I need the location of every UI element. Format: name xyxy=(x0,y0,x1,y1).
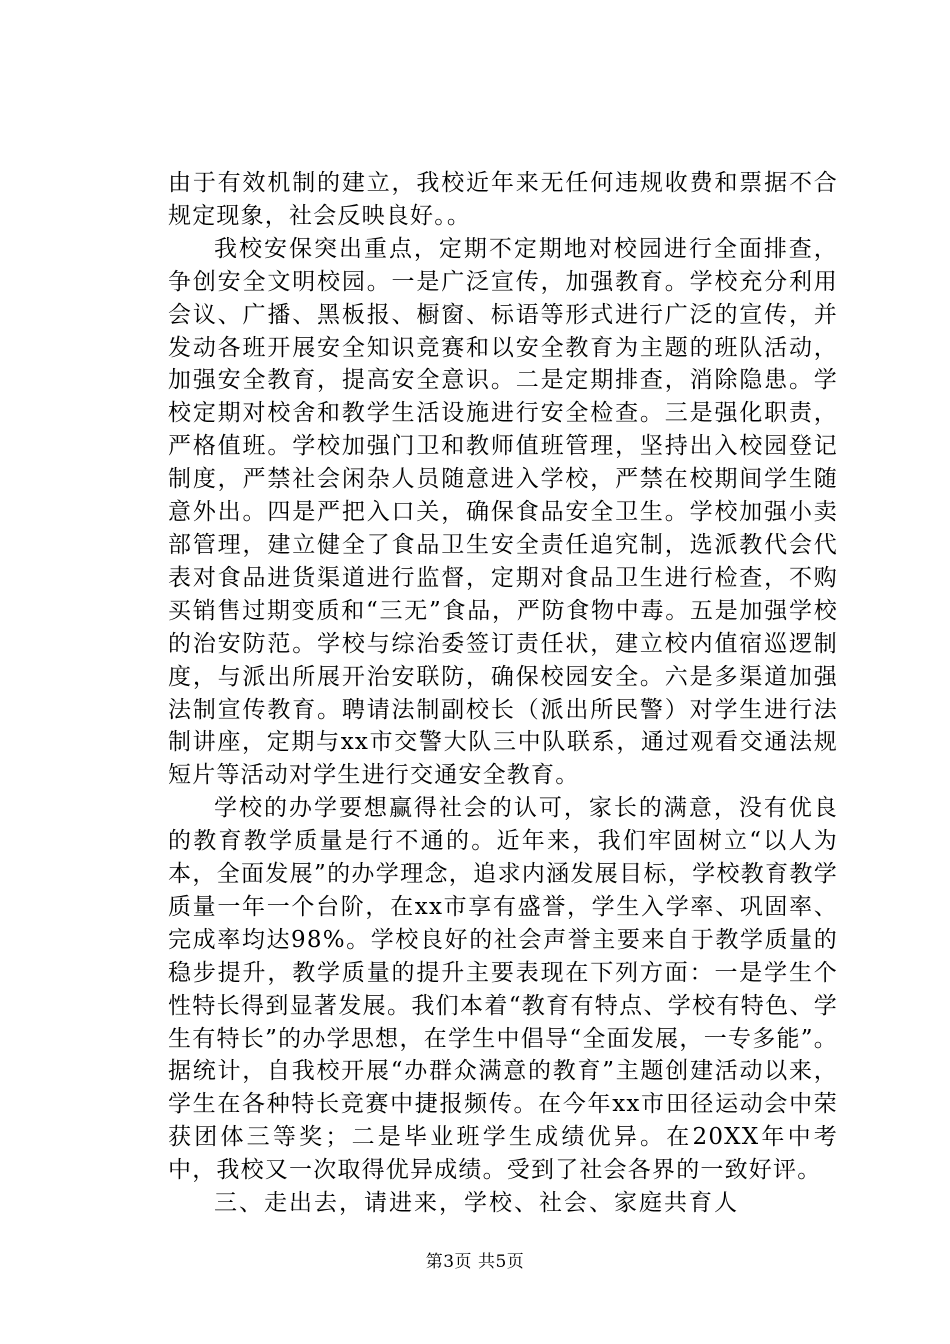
paragraph-fee-regulation: 由于有效机制的建立，我校近年来无任何违规收费和票据不合规定现象，社会反映良好。。 xyxy=(168,170,838,229)
document-body xyxy=(168,167,838,1220)
paragraph-teaching-quality: 学校的办学要想赢得社会的认可，家长的满意，没有优良的教育教学质量是行不通的。近年来，我们牢固树立“以人为本，全面发展”的办学理念，追求内涵发展目标，学校教育教学质量一年一个台阶，在xx市享有盛誉，学生入学率、巩固率、完成率均达98%。学校良好的社会声誉主要来自于教学质量的稳步提升，教学质量的提升主要表现在下列方面：一是学生个性特长得到显著发展。我们本着“教育有特点、学校有特色、学生有特长”的办学思想，在学生中倡导“全面发展，一专多能”。据统计，自我校开展“办群众满意的教育”主题创建活动以来，学生在各种特长竞赛中捷报频传。在今年xx市田径运动会中荣获团体三等奖；二是毕业班学生成绩优异。在20XX年中考中，我校又一次取得优异成绩。受到了社会各界的一致好评。 xyxy=(168,795,838,1184)
section-heading: 三、走出去，请进来，学校、社会、家庭共育人 xyxy=(214,1190,739,1217)
paragraph-campus-safety: 我校安保突出重点，定期不定期地对校园进行全面排查，争创安全文明校园。一是广泛宣传，加强教育。学校充分利用会议、广播、黑板报、橱窗、标语等形式进行广泛的宣传，并发动各班开展安全知识竞赛和以安全教育为主题的班队活动，加强安全教育，提高安全意识。二是定期排查，消除隐患。学校定期对校舍和教学生活设施进行安全检查。三是强化职责，严格值班。学校加强门卫和教师值班管理，坚持出入校园登记制度，严禁社会闲杂人员随意进入学校，严禁在校期间学生随意外出。四是严把入口关，确保食品安全卫生。学校加强小卖部管理，建立健全了食品卫生安全责任追究制，选派教代会代表对食品进货渠道进行监督，定期对食品卫生进行检查，不购买销售过期变质和“三无”食品，严防食物中毒。五是加强学校的治安防范。学校与综治委签订责任状，建立校内值宿巡逻制度，与派出所展开治安联防，确保校园安全。六是多渠道加强法制宣传教育。聘请法制副校长（派出所民警）对学生进行法制讲座，定期与xx市交警大队三中队联系，通过观看交通法规短片等活动对学生进行交通安全教育。 xyxy=(168,235,838,789)
page-number-footer: 第3页 共5页 xyxy=(425,1252,525,1272)
